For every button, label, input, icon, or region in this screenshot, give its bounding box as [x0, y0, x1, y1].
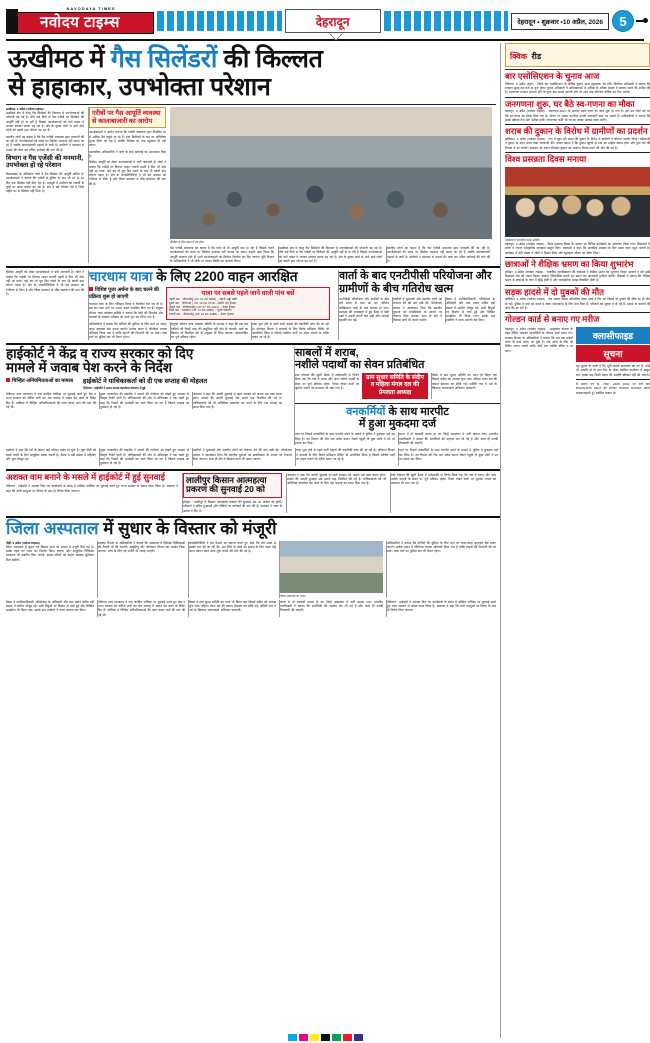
- chardham-bus-4: चौथी बस : रुद्रप्रयाग (UK 13 PA 0880) – मुख्य संचालन: [169, 308, 232, 313]
- quick-read-rail: [500, 43, 650, 1038]
- chardham-kicker-text: विशिष्ट पूजा अर्चना के बाद चलने की प्रक्रिया शुरू हो जाएगी: [89, 287, 160, 300]
- liquor-col-1: ग्राम पंचायत की खुली बैठक में सर्वसम्मति से निर्णय लिया गया कि गांव में शराब और अन्य नशीले पदार्थों के सेवन पर पूर्ण प्रतिबंध रहेगा। नियम तोड़ने वालों पर जुर्माना लगाने का प्रावधान भी रखा गया है।: [295, 373, 359, 391]
- qr-item5-headline: छात्राओं ने शैक्षिक भ्रमण का किया शुभारंभ: [505, 258, 634, 269]
- qr-item6-headline: सड़क हादसे में दो युवकों की मौत: [505, 286, 605, 297]
- forest-story: [295, 403, 500, 446]
- chardham-col-2: अधिकारियों ने बताया कि यात्रियों की सुविधा के लिए मार्ग पर जगह-जगह सहायता केंद्र बनाए जाएंगे। प्रत्येक वाहन में जीपीएस लगाना अनिवार्य किया गया है ताकि वाहनों की निगरानी की जा सके। यात्रा मार्ग पर पुलिस बल भी तैनात रहेगा।: [89, 322, 167, 340]
- hospital-top-rule: [6, 516, 500, 518]
- page-number-badge: 5: [612, 10, 634, 32]
- hospital-col-5: बैठक में उपजिलाधिकारी, परियोजना के अधिकारी और ग्राम प्रधान सहित बड़ी संख्या में ग्रामीण मौजूद रहे। सभी बिंदुओं पर विस्तार से चर्चा हुई और लिखित समझौता भी किया गया। इसके बाद ग्रामीणों ने धरना समाप्त कर दिया।: [6, 599, 94, 613]
- chardham-headline-highlight: चारधाम यात्रा: [89, 269, 153, 285]
- highcourt-headline-line1: हाईकोर्ट ने केंद्र व राज्य सरकार को दिए: [6, 345, 194, 361]
- hospital-col-6: नैनीताल उच्च न्यायालय ने एक जनहित याचिका पर सुनवाई करते हुए केंद्र व राज्य सरकार को नोटिस जारी कर चार सप्ताह में जवाब पेश करने के निर्देश दिए हैं। याचिका में चिन्हित अनियमितताओं की जांच कराए जाने की मांग की गई थी।: [98, 599, 185, 617]
- highcourt-col-2: मुख्य न्यायाधीश की खंडपीठ ने मामले की गंभीरता को देखते हुए सरकार से विस्तृत रिपोर्ट मांगी है। याचिकाकर्ता की ओर से अधिवक्ता ने पक्ष रखते हुए कहा कि नियमों की अनदेखी कर कार्य किया जा रहा है जिससे राजस्व का नुकसान हो रहा है।: [100, 391, 189, 409]
- qr-item7-headline: गोल्डन कार्ड से बनाए गए मरीज: [505, 314, 600, 325]
- liquor-headline-line2: नशीले पदार्थों का सेवन प्रतिबंधित: [295, 358, 425, 371]
- logo-latin-name: NAVODAYA TIMES: [66, 6, 116, 11]
- ntpc-col-2: ग्रामीणों ने मुआवजे और स्थानीय लोगों को रोजगार देने की मांग रखी थी। परियोजना प्रबंधन ने आश्वासन दिया कि स्थानीय युवाओं को प्राथमिकता के आधार पर रोजगार दिया जाएगा। साथ ही क्षेत्र में विकास कार्य भी कराए जाएंगे।: [393, 296, 442, 323]
- qr-rule-1: [505, 69, 650, 70]
- hospital-col-4: अधिकारियों ने बताया कि यात्रियों की सुविधा के लिए मार्ग पर जगह-जगह सहायता केंद्र बनाए जाएंगे। प्रत्येक वाहन में जीपीएस लगाना अनिवार्य किया गया है ताकि वाहनों की निगरानी की जा सके। यात्रा मार्ग पर पुलिस बल भी तैनात रहेगा।: [386, 541, 496, 598]
- classified-divider: [576, 379, 650, 380]
- hospital-byline: पौड़ी, 9 अप्रैल (नवोदय टाइम्स)।: [6, 540, 41, 545]
- chardham-col-1: चारधाम यात्रा के लिए परिवहन निगम ने तैयारियां तेज कर दी हैं। इस बार यात्रा मार्ग पर 2200 वाहन आरक्षित किए गए हैं। संयुक्त रोटेशन यात्रा व्यवस्था समिति ने बताया कि बसों की फिटनेस और चालकों के स्वास्थ्य परीक्षण का कार्य पूरा कर लिया गया है।: [89, 302, 163, 320]
- qr-item3-body: ऋषिकेश, 9 अप्रैल (नवोदय टाइम्स) : गांव में खुल रही शराब की दुकान के विरोध में ग्रामीणों ने जोरदार प्रदर्शन किया। महिलाओं ने दुकान के बाहर धरना देकर नारेबाजी की। उनका कहना है कि दुकान खुलने से गांव का माहौल खराब होगा और युवा नशे की गिरफ्त में आ जाएंगे। प्रशासन को ज्ञापन सौंपकर दुकान का आवंटन निरस्त करने की मांग की गई है।: [505, 137, 650, 150]
- lead-callout-box: [89, 107, 166, 128]
- hospital-photo-caption: जिला अस्पताल का भवन।: [280, 593, 306, 598]
- lead-col-d: स्थानीय लोगों का कहना है कि गैस एजेंसी संचालक द्वारा मनमानी की जा रही है। उपभोक्ताओं को समय पर सिलेंडर उपलब्ध नहीं कराए जा रहे हैं जबकि कालाबाजारी धड़ल्ले से जारी है। ग्रामीणों ने प्रशासन से मामले की जांच कर उचित कार्रवाई की मांग की है।: [387, 246, 490, 263]
- lead-body-1: ऊखीमठ क्षेत्र में घरेलू गैस सिलेंडरों की किल्लत से उपभोक्ताओं की परेशानी बढ़ गई है। बीते कई दिनों से गैस एजेंसी पर सिलेंडरों की आपूर्ति नहीं हो पा रही है जिससे उपभोक्ताओं को घंटों लाइन में लगकर इंतजार करना पड़ रहा है। क्षेत्र के दूरस्थ गांवों से आने वाले लोगों को खाली हाथ लौटना पड़ रहा है।: [6, 111, 84, 133]
- forest-col-1: गश्त पर निकले वनकर्मियों के साथ मारपीट करने के मामले में पुलिस ने मुकदमा दर्ज कर लिया है। वन विभाग की टीम जब अवैध कटान रोकने पहुंची तो कुछ लोगों ने उन पर हमला कर दिया।: [295, 432, 395, 445]
- ntpc-col-3: बैठक में उपजिलाधिकारी, परियोजना के अधिकारी और ग्राम प्रधान सहित बड़ी संख्या में ग्रामीण मौजूद रहे। सभी बिंदुओं पर विस्तार से चर्चा हुई और लिखित समझौता भी किया गया। इसके बाद ग्रामीणों ने धरना समाप्त कर दिया।: [446, 296, 495, 323]
- lead-photo: [170, 107, 492, 239]
- logo-black-bar: [6, 9, 18, 33]
- filler-col-1: ग्रामीणों ने कहा कि नशे के कारण कई परिवार बर्बाद हो चुके हैं। युवा पीढ़ी को इससे बचाने के लिए सामूहिक प्रयास जरूरी है। बैठक में बड़ी संख्या में महिलाएं और युवा मौजूद रहे।: [6, 448, 96, 461]
- masthead-stripes-right: [384, 11, 509, 31]
- liquor-headline-line1: साबलों में शराब,: [295, 346, 359, 359]
- qr-rule-4: [505, 152, 650, 153]
- classified-body-2: मैं प्रमाण पत्र सं. 7867 2488 9462 पर दर्ज नाम BURANSHI DEVI को हटाकर RUKMI RAWAT करना चाहता/चाहती हूं। संबंधित संज्ञान लें।: [576, 381, 650, 395]
- classified-box: [576, 327, 650, 395]
- classified-subtitle: सूचना: [576, 345, 650, 362]
- forest-headline-highlight: वनकर्मियों: [346, 405, 386, 418]
- classified-title: क्लासीफाइड: [576, 327, 650, 344]
- chardham-bus-5: पांचवीं बस : जीएमओयू (UK 16 PA 4488) – केदार ट्रैवल्स: [169, 312, 234, 317]
- mid-rule: [6, 343, 500, 345]
- lead-headline: [6, 43, 496, 73]
- forest-col-2: घटना में दो वनकर्मी घायल हो गए जिन्हें अस्पताल में भर्ती कराया गया। प्रभागीय वनाधिकारी ने बताया कि आरोपियों की पहचान कर ली गई है और जल्द ही उनकी गिरफ्तारी की जाएगी।: [399, 432, 498, 445]
- liquor-callout: ग्राम सुधार समिति के संदीप व महिला मंगल दल की प्रेमलता अध्यक्ष: [362, 373, 428, 399]
- mini-rule: [6, 469, 500, 471]
- qr-item6-body: ऋषिकेश, 9 अप्रैल (नवोदय टाइम्स) : तेज रफ्तार बाइक अनियंत्रित होकर खाई में गिर गई जिससे दो युवकों की मौके पर ही मौत हो गई। पुलिस ने शवों को कब्जे में लेकर पोस्टमार्टम के लिए भेज दिया है। परिजनों को सूचना दे दी गई है। हादसे के कारणों की जांच की जा रही है।: [505, 297, 650, 310]
- lead-headline-part1: ऊखीमठ में: [8, 45, 111, 73]
- newspaper-logo[interactable]: [6, 6, 154, 36]
- lead-callout-body: उपभोक्ताओं ने आरोप लगाया कि एजेंसी संचालक द्वारा निर्धारित दर से अधिक पैसे वसूले जा रहे हैं। होम डिलीवरी के नाम पर अतिरिक्त शुल्क लिया जा रहा है जबकि सिलेंडर घर तक पहुंचाया ही नहीं जाता।: [89, 130, 166, 148]
- lead-byline: ऊखीमठ, 9 अप्रैल (नवोदय टाइम्स)।: [6, 107, 45, 111]
- side-col-text-1: सिलेंडर आपूर्ति को लेकर उपभोक्ताओं में भारी नाराजगी है। लोगों ने बताया कि एजेंसी पर दिनभर लाइन लगानी पड़ती है फिर भी नंबर नहीं आ पाता। कई बार तो पूरा दिन गंवाने के बाद भी खाली हाथ लौटना पड़ता है। क्षेत्र के जनप्रतिनिधियों ने भी इस समस्या को गंभीरता से लिया है और जिला प्रशासन से शीघ्र समाधान की मांग की है।: [6, 270, 84, 296]
- lead-col-b: गैस एजेंसी संचालक का कहना है कि प्लांट से ही आपूर्ति कम हो रही है जिसके चलते उपभोक्ताओं को समय पर सिलेंडर उपलब्ध नहीं कराया जा सका। उन्होंने दावा किया कि आपूर्ति सामान्य होते ही सभी उपभोक्ताओं को सिलेंडर वितरित कर दिए जाएंगे। पूर्ति विभाग के अधिकारियों ने भी मौके पर जाकर स्थिति का जायजा लिया।: [170, 246, 274, 263]
- ntpc-headline: वार्ता के बाद एनटीपीसी परियोजना और ग्रामीणों के बीच गतिरोध खत्म: [339, 270, 492, 295]
- lead-sub-headline: विभाग व गैस एजेंसी की मनमानी, उपभोक्ता हो रहे परेशान: [6, 154, 84, 170]
- bullet-square-icon: [89, 287, 93, 291]
- hospital-col-2: स्वास्थ्य विभाग के अधिकारियों ने बताया कि अस्पताल में विशेषज्ञ चिकित्सकों की तैनाती भी की जाएगी। आईसीयू और ऑपरेशन थिएटर को अपग्रेड किया जाएगा। जांच के लिए नई मशीनें भी लगाई जाएंगी।: [97, 541, 185, 598]
- quick-read-label-red: क्विक: [510, 52, 528, 61]
- qr-rule-3: [505, 124, 650, 125]
- filler-col-5: गश्त पर निकले वनकर्मियों के साथ मारपीट करने के मामले में पुलिस ने मुकदमा दर्ज कर लिया है। वन विभाग की टीम जब अवैध कटान रोकने पहुंची तो कुछ लोगों ने उन पर हमला कर दिया।: [398, 448, 498, 465]
- lead-photo-caption: सिलेंडर के लिए लाइन में लगे लोग।: [170, 240, 205, 244]
- lead-callout-headline: गरीबों पर गैस आपूर्ति व्यवस्था से कालाबाजारी का आरोप: [92, 110, 161, 125]
- forest-rule: [295, 403, 500, 404]
- qr-item4-body: देहरादून, 9 अप्रैल (नवोदय टाइम्स) : विश्व प्रसन्नता दिवस के अवसर पर विभिन्न कार्यक्रमों का आयोजन किया गया। विद्यालयों में बच्चों ने रंगारंग सांस्कृतिक कार्यक्रम प्रस्तुत किए। वक्ताओं ने कहा कि मानसिक स्वास्थ्य के लिए प्रसन्न रहना बहुत जरूरी है। कार्यक्रम में बड़ी संख्या में लोगों ने हिस्सा लिया और खुशहाल जीवन का संदेश दिया।: [505, 241, 650, 255]
- mini-filler-2: ग्राम पंचायत की खुली बैठक में सर्वसम्मति से निर्णय लिया गया कि गांव में शराब और अन्य नशीले पदार्थों के सेवन पर पूर्ण प्रतिबंध रहेगा। नियम तोड़ने वालों पर जुर्माना लगाने का प्रावधान भी रखा गया है।: [390, 473, 496, 513]
- highcourt-col-1: नैनीताल उच्च न्यायालय ने एक जनहित याचिका पर सुनवाई करते हुए केंद्र व राज्य सरकार को नोटिस जारी कर चार सप्ताह में जवाब पेश करने के निर्देश दिए हैं। याचिका में चिन्हित अनियमितताओं की जांच कराए जाने की मांग की गई थी।: [6, 391, 96, 409]
- color-registration-bar: [0, 1034, 650, 1041]
- quick-read-label-black: रीड: [531, 52, 542, 61]
- chardham-col-3: संयुक्त रोटेशन यात्रा व्यवस्था समिति के अध्यक्ष ने कहा कि इस बार यात्रियों को किसी तरह की असुविधा नहीं होने दी जाएगी। बसों का किराया भी निर्धारित दरों के अनुसार ही लिया जाएगा। ओवरलोडिंग पर पूर्ण प्रतिबंध रहेगा।: [171, 322, 248, 340]
- hospital-col-8: घटना में दो वनकर्मी घायल हो गए जिन्हें अस्पताल में भर्ती कराया गया। प्रभागीय वनाधिकारी ने बताया कि आरोपियों की पहचान कर ली गई है और जल्द ही उनकी गिरफ्तारी की जाएगी।: [279, 600, 383, 617]
- qr-item2-body: देहरादून, 9 अप्रैल (नवोदय टाइम्स) : जनगणना-2027 के अंतर्गत पहले चरण का कार्य शुरू हो गया है। इस बार लोगों को घर बैठे स्व-गणना का मौका दिया गया है। पोर्टल पर जाकर नागरिक अपनी जानकारी स्वयं भर सकते हैं। अधिकारियों ने बताया कि इससे प्रक्रिया तेज और सटीक होगी। जनगणना कर्मी भी घर-घर जाकर आंकड़े एकत्र करेंगे।: [505, 109, 650, 123]
- hospital-photo: [280, 541, 383, 593]
- lead-body-3: विकासखंड के अधिकांश गांवों में गैस सिलेंडर की आपूर्ति बाधित है। उपभोक्ताओं ने बताया कि एजेंसी से बुकिंग के बाद भी 15 से 20 दिन तक सिलेंडर नहीं मिल रहा है। मजबूरी में ग्रामीणों को लकड़ी के चूल्हे पर खाना बनाना पड़ रहा है। क्षेत्र में कई परिवार ऐसे हैं जिन्हें महीने भर से सिलेंडर नहीं मिला है।: [6, 172, 84, 194]
- qr-item7-body: देहरादून, 9 अप्रैल (नवोदय टाइम्स) : आयुष्मान योजना के तहत शिविर लगाकर लाभार्थियों के गोल्डन कार्ड बनाए गए। स्वास्थ्य विभाग के अधिकारियों ने बताया कि अब तक हजारों लोगों के कार्ड बनाए जा चुके हैं। शेष लोगों के लिए भी शिविर लगाए जाएंगे ताकि कोई पात्र व्यक्ति वंचित न रह जाए।: [505, 326, 573, 353]
- mini2-headline-line1: लालीपुर किसान आत्महत्या: [186, 474, 267, 485]
- mini-story-1: [6, 473, 178, 513]
- filler-col-4: यात्रा शुरू होने से पहले सभी वाहनों की तकनीकी जांच की जा रही है। परिवहन विभाग ने चालकों के लिए विशेष प्रशिक्षण शिविर भी आयोजित किया है जिसमें पर्वतीय मार्गों पर वाहन चलाने के तरीके बताए जा रहे हैं।: [295, 448, 395, 465]
- qr-item2-headline: जनगणना शुरू, घर बैठे स्व-गणना का मौका: [505, 98, 635, 109]
- hospital-col-7: बैठक में ग्राम सुधार समिति का गठन भी किया गया जिसमें संदीप को अध्यक्ष चुना गया। महिला मंगल दल की कमान प्रेमलता को सौंपी गई। समिति गांव में नशे के खिलाफ जागरूकता अभियान चलाएगी।: [188, 600, 276, 617]
- hospital-headline: [6, 520, 500, 539]
- lead-body-2: स्थानीय लोगों का कहना है कि गैस एजेंसी संचालक द्वारा मनमानी की जा रही है। उपभोक्ताओं को समय पर सिलेंडर उपलब्ध नहीं कराए जा रहे हैं जबकि कालाबाजारी धड़ल्ले से जारी है। ग्रामीणों ने प्रशासन से मामले की जांच कर उचित कार्रवाई की मांग की है।: [6, 134, 84, 152]
- chardham-headline-rest: के लिए 2200 वाहन आरक्षित: [152, 269, 298, 285]
- hospital-photo-wrap: [279, 541, 383, 598]
- logo-hindi-name: नवोदय टाइम्स: [6, 12, 154, 34]
- qr-item3-headline: शराब की दुकान के विरोध में ग्रामीणों का प्रदर्शन: [505, 126, 648, 137]
- qr-rule-5: [505, 257, 650, 258]
- lead-story: [6, 43, 500, 263]
- hospital-story: [6, 520, 500, 617]
- chardham-col-4: यात्रा शुरू होने से पहले सभी वाहनों की तकनीकी जांच की जा रही है। परिवहन विभाग ने चालकों के लिए विशेष प्रशिक्षण शिविर भी आयोजित किया है जिसमें पर्वतीय मार्गों पर वाहन चलाने के तरीके बताए जा रहे हैं।: [252, 322, 329, 340]
- hospital-headline-rest: में सुधार के विस्तार को मंजूरी: [98, 519, 277, 538]
- color-swatch: [288, 1034, 297, 1041]
- hospital-headline-highlight: जिला अस्पताल: [6, 519, 99, 538]
- lead-headline-highlight: गैस सिलेंडरों: [110, 45, 218, 73]
- mini1-headline: अशक्त वाम बनाने के मसले में हाईकोर्ट में हुई सुनवाई: [6, 471, 165, 482]
- masthead-endcap: [636, 20, 644, 22]
- lead-headline-part2: की किल्लत: [217, 45, 323, 73]
- chardham-buslist-box: [166, 287, 330, 320]
- qr-item1-headline: बार एसोसिएशन के चुनाव आज: [505, 71, 600, 81]
- highcourt-story: [6, 347, 290, 446]
- lead-headline-line2: से हाहाकार, उपभोक्ता परेशान: [8, 73, 271, 101]
- ntpc-story: [338, 270, 498, 339]
- lead-col-c: ऊखीमठ क्षेत्र में घरेलू गैस सिलेंडरों की किल्लत से उपभोक्ताओं की परेशानी बढ़ गई है। बीते कई दिनों से गैस एजेंसी पर सिलेंडरों की आपूर्ति नहीं हो पा रही है जिससे उपभोक्ताओं को घंटों लाइन में लगकर इंतजार करना पड़ रहा है। क्षेत्र के दूरस्थ गांवों से आने वाले लोगों को खाली हाथ लौटना पड़ रहा है।: [279, 246, 382, 263]
- qr-item4-photo: [505, 167, 650, 237]
- chardham-bus-3: तीसरी बस : टीजीएमओयू (UK 07 PA 2213) – मैक्स ट्रैवल्स: [169, 304, 235, 309]
- filler-col-3: ग्रामीणों ने मुआवजे और स्थानीय लोगों को रोजगार देने की मांग रखी थी। परियोजना प्रबंधन ने आश्वासन दिया कि स्थानीय युवाओं को प्राथमिकता के आधार पर रोजगार दिया जाएगा। साथ ही क्षेत्र में विकास कार्य भी कराए जाएंगे।: [192, 448, 292, 465]
- mini2-box: [183, 473, 282, 499]
- chardham-headline: [89, 270, 334, 285]
- color-swatch: [332, 1034, 341, 1041]
- bullet-square-icon: [6, 378, 10, 382]
- qr-item1-body: नैनीताल, 9 अप्रैल (ब्यूरो) : जिला बार एसोसिएशन के वार्षिक चुनाव आज (शुक्रवार) को होंगे। निर्वाचन अधिकारी ने बताया कि मतदान सुबह दस बजे से शुरू होगा। चुनाव अधिकारी ने अधिवक्ताओं से अधिक से अधिक संख्या में मतदान करने की अपील की है। मतगणना मतदान समाप्त होने के तुरंत बाद कराई जाएगी और देर शाम तक परिणाम घोषित कर दिए जाएंगे।: [505, 81, 650, 95]
- lead-callout-body-2: प्रशासनिक अधिकारियों ने जांच के बाद कार्रवाई का आश्वासन दिया है।: [89, 149, 166, 158]
- mini-story-2: [182, 473, 282, 513]
- mini1-body: नैनीताल : हाईकोर्ट ने अशक्त किए गए कार्यालयों के संबंध में दाखिल याचिका पर सुनवाई करते हुए राज्य सरकार से जवाब तलब किया है। अदालत ने कहा कि सभी पहलुओं पर विचार के बाद ही निर्णय लिया जाएगा।: [6, 484, 178, 493]
- chardham-bus-1: पहली बस : जीएमओयू (UK 07 PA 8382) – खापी अड्डा खन्नी: [169, 296, 237, 301]
- lead-rule: [6, 104, 496, 105]
- forest-headline-line2: में हुआ मुकदमा दर्ज: [358, 418, 437, 431]
- lead-col-a: सिलेंडर आपूर्ति को लेकर उपभोक्ताओं में भारी नाराजगी है। लोगों ने बताया कि एजेंसी पर दिनभर लाइन लगानी पड़ती है फिर भी नंबर नहीं आ पाता। कई बार तो पूरा दिन गंवाने के बाद भी खाली हाथ लौटना पड़ता है। क्षेत्र के जनप्रतिनिधियों ने भी इस समस्या को गंभीरता से लिया है और जिला प्रशासन से शीघ्र समाधान की मांग की है।: [89, 160, 166, 186]
- highcourt-kicker-text: चिन्हित अनियमितताओं का मामला: [12, 378, 74, 385]
- color-swatch: [354, 1034, 363, 1041]
- color-swatch: [343, 1034, 352, 1041]
- city-edition-label: देहरादून: [315, 14, 350, 29]
- ntpc-col-1: एनटीपीसी परियोजना और ग्रामीणों के बीच लंबे समय से चला आ रहा गतिरोध आखिरकार वार्ता के बाद समाप्त हो गया। प्रशासन की मध्यस्थता में हुई बैठक में दोनों पक्षों ने अपनी-अपनी बात रखी और आपसी सहमति बन गई।: [339, 296, 389, 323]
- filler-col-2: मुख्य न्यायाधीश की खंडपीठ ने मामले की गंभीरता को देखते हुए सरकार से विस्तृत रिपोर्ट मांगी है। याचिकाकर्ता की ओर से अधिवक्ता ने पक्ष रखते हुए कहा कि नियमों की अनदेखी कर कार्य किया जा रहा है जिससे राजस्व का नुकसान हो रहा है।: [100, 448, 189, 466]
- chardham-story: [88, 270, 334, 339]
- qr-item5-body: हरिद्वार, 9 अप्रैल (नवोदय टाइम्स) : राजकीय महाविद्यालय की छात्राओं ने शैक्षिक भ्रमण का शुभारंभ किया। प्राचार्य ने हरी झंडी दिखाकर बस को रवाना किया। छात्राएं ऐतिहासिक स्थलों का भ्रमण कर जानकारी हासिल करेंगी। शिक्षकों ने बताया कि शैक्षिक भ्रमण से छात्राओं के ज्ञान में वृद्धि होती है और व्यावहारिक समझ विकसित होती है।: [505, 269, 650, 283]
- chardham-bus-2: दूसरी बस : जीएमओ ( UK 16 PA 0712) –स्वामी नंदा ट्रैवल्स: [169, 300, 237, 305]
- color-swatch: [310, 1034, 319, 1041]
- classified-body-1: यह सूचना दी जाती है कि भूमि संबंधी कागजात खो गए हैं। कोई भी आपत्ति हो तो सात दिन के भीतर संबंधित कार्यालय में प्रस्तुत करें। इसके बाद किसी प्रकार की आपत्ति स्वीकार नहीं की जाएगी।: [576, 363, 650, 377]
- masthead: [6, 4, 644, 38]
- lead-bottom-rule: [6, 266, 500, 268]
- city-edition-tab[interactable]: [285, 9, 381, 33]
- hospital-col-1: जिला अस्पताल में सुधार एवं विस्तार कार्य को शासन से मंजूरी मिल गई है। इसके तहत नए भवन का निर्माण किया जाएगा और आधुनिक चिकित्सा उपकरण भी स्थापित किए जाएंगे। इससे मरीजों को बेहतर स्वास्थ्य सुविधाएं मिल सकेंगी।: [6, 544, 94, 562]
- forest-headline-rest: के साथ मारपीट: [385, 405, 449, 418]
- qr-rule-2: [505, 97, 650, 98]
- chardham-kicker: [89, 287, 163, 300]
- highcourt-kicker: [6, 378, 80, 385]
- quick-read-header: [505, 43, 650, 67]
- hospital-col-3: जनप्रतिनिधियों ने इस फैसले का स्वागत करते हुए कहा कि लंबे समय से इसकी मांग की जा रही थी। अब जिले के लोगों को इलाज के लिए बाहर नहीं जाना पड़ेगा। कार्य जल्द शुरू कराने की मांग की गई है।: [188, 541, 276, 598]
- dateline: देहरादून • शुक्रवार •10 अप्रैल, 2026: [511, 13, 609, 30]
- color-swatch: [321, 1034, 330, 1041]
- liquor-col-2: बैठक में ग्राम सुधार समिति का गठन भी किया गया जिसमें संदीप को अध्यक्ष चुना गया। महिला मंगल दल की कमान प्रेमलता को सौंपी गई। समिति गांव में नशे के खिलाफ जागरूकता अभियान चलाएगी।: [431, 373, 497, 399]
- highcourt-col-3: अदालत ने कहा कि अगली सुनवाई से पहले सरकार को अपना पक्ष स्पष्ट करना होगा। मामले की अगली सुनवाई अब अगले माह निर्धारित की गई है। याचिकाकर्ता को भी अतिरिक्त दस्तावेज पेश करने के लिए एक सप्ताह का समय दिया गया है।: [193, 391, 282, 409]
- qr-item4-headline: विश्व प्रसन्नता दिवस मनाया: [505, 154, 587, 165]
- forest-headline-line1: [295, 406, 500, 418]
- color-swatch: [299, 1034, 308, 1041]
- highcourt-subhead: हाईकोर्ट ने याचिकाकर्ता को दी एक सप्ताह की मोहलत: [83, 378, 208, 386]
- highcourt-headline-line2: मामले में जवाब पेश करने के निर्देश: [6, 360, 173, 376]
- mini2-body: हरिद्वार : लालीपुर में किसान आत्महत्या प्रकरण की सुनवाई अब 20 तारीख को होगी। परिजनों ने उचित मुआवजे और दोषियों पर कार्रवाई की मांग की है। प्रशासन ने जांच के आदेश दे दिए हैं।: [183, 500, 282, 513]
- qr-item4-caption: कार्यक्रम में सम्मानित करते अतिथि।: [505, 237, 541, 242]
- qr-rule-7: [505, 312, 650, 313]
- highcourt-byline: नैनीताल : हाईकोर्ट ने उठाए अन्यत्र कार्यालय संचालन में हुई: [83, 385, 146, 390]
- masthead-rule: [6, 39, 644, 41]
- liquor-story: [294, 347, 500, 446]
- mini2-headline-line2: प्रकरण की सुनवाई 20 को: [186, 484, 265, 495]
- hospital-col-9: नैनीताल : हाईकोर्ट ने अशक्त किए गए कार्यालयों के संबंध में दाखिल याचिका पर सुनवाई करते हुए राज्य सरकार से जवाब तलब किया है। अदालत ने कहा कि सभी पहलुओं पर विचार के बाद ही निर्णय लिया जाएगा।: [386, 600, 496, 617]
- mini-filler-1: अदालत ने कहा कि अगली सुनवाई से पहले सरकार को अपना पक्ष स्पष्ट करना होगा। मामले की अगली सुनवाई अब अगले माह निर्धारित की गई है। याचिकाकर्ता को भी अतिरिक्त दस्तावेज पेश करने के लिए एक सप्ताह का समय दिया गया है।: [286, 473, 386, 513]
- masthead-stripes-left: [157, 11, 282, 31]
- chardham-buslist-subhead: यात्रा पर सबसे पहले जाने वाली पांच बसें: [201, 290, 295, 298]
- qr-rule-6: [505, 285, 650, 286]
